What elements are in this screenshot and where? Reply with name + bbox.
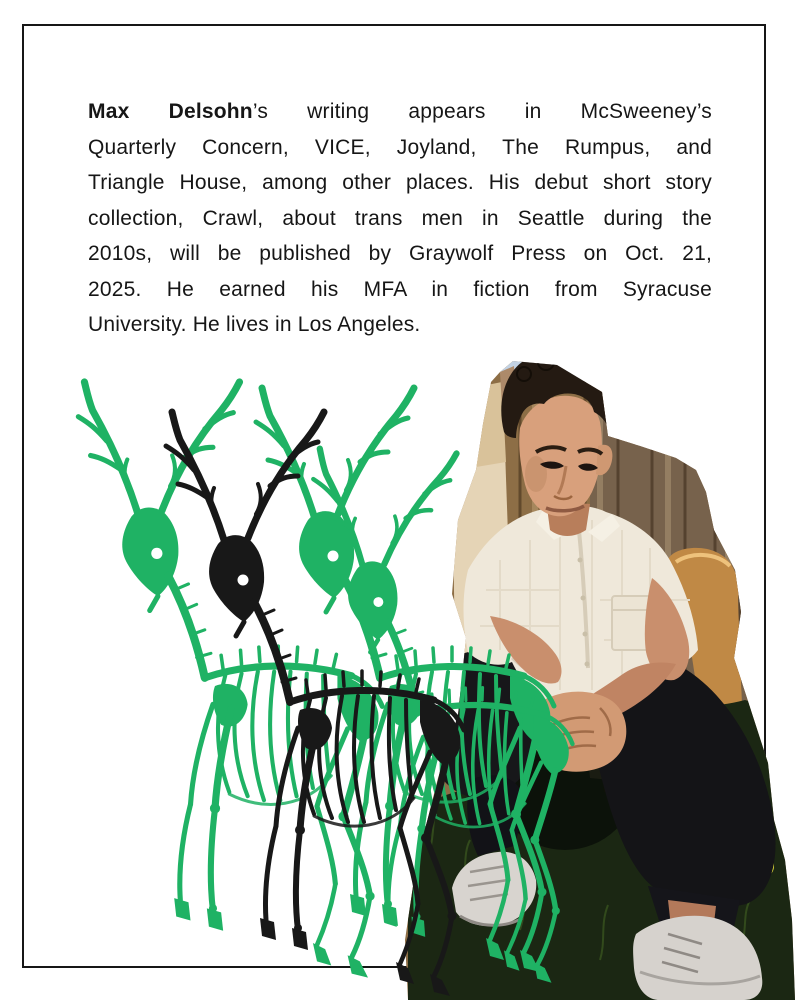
deer-skeleton-green-left (78, 382, 382, 978)
bio-line: collection, Crawl, about trans men in Seattle during the (88, 206, 712, 230)
bio-line: Quarterly Concern, VICE, Joyland, The Rumpus, and (88, 135, 712, 159)
author-photo (400, 349, 800, 1000)
bio-line: 2025. He earned his MFA in fiction from Syracuse (88, 277, 712, 301)
bio-line: University. He lives in Los Angeles. (88, 313, 421, 336)
bio-line: Triangle House, among other places. His debut short story (88, 171, 712, 194)
bio-line: 2010s, will be published by Graywolf Press on Oct. 21, (88, 242, 712, 265)
author-name: Max Delsohn (88, 100, 253, 123)
bio-line: Max Delsohn’s writing appears in McSweeney’s (88, 100, 712, 123)
